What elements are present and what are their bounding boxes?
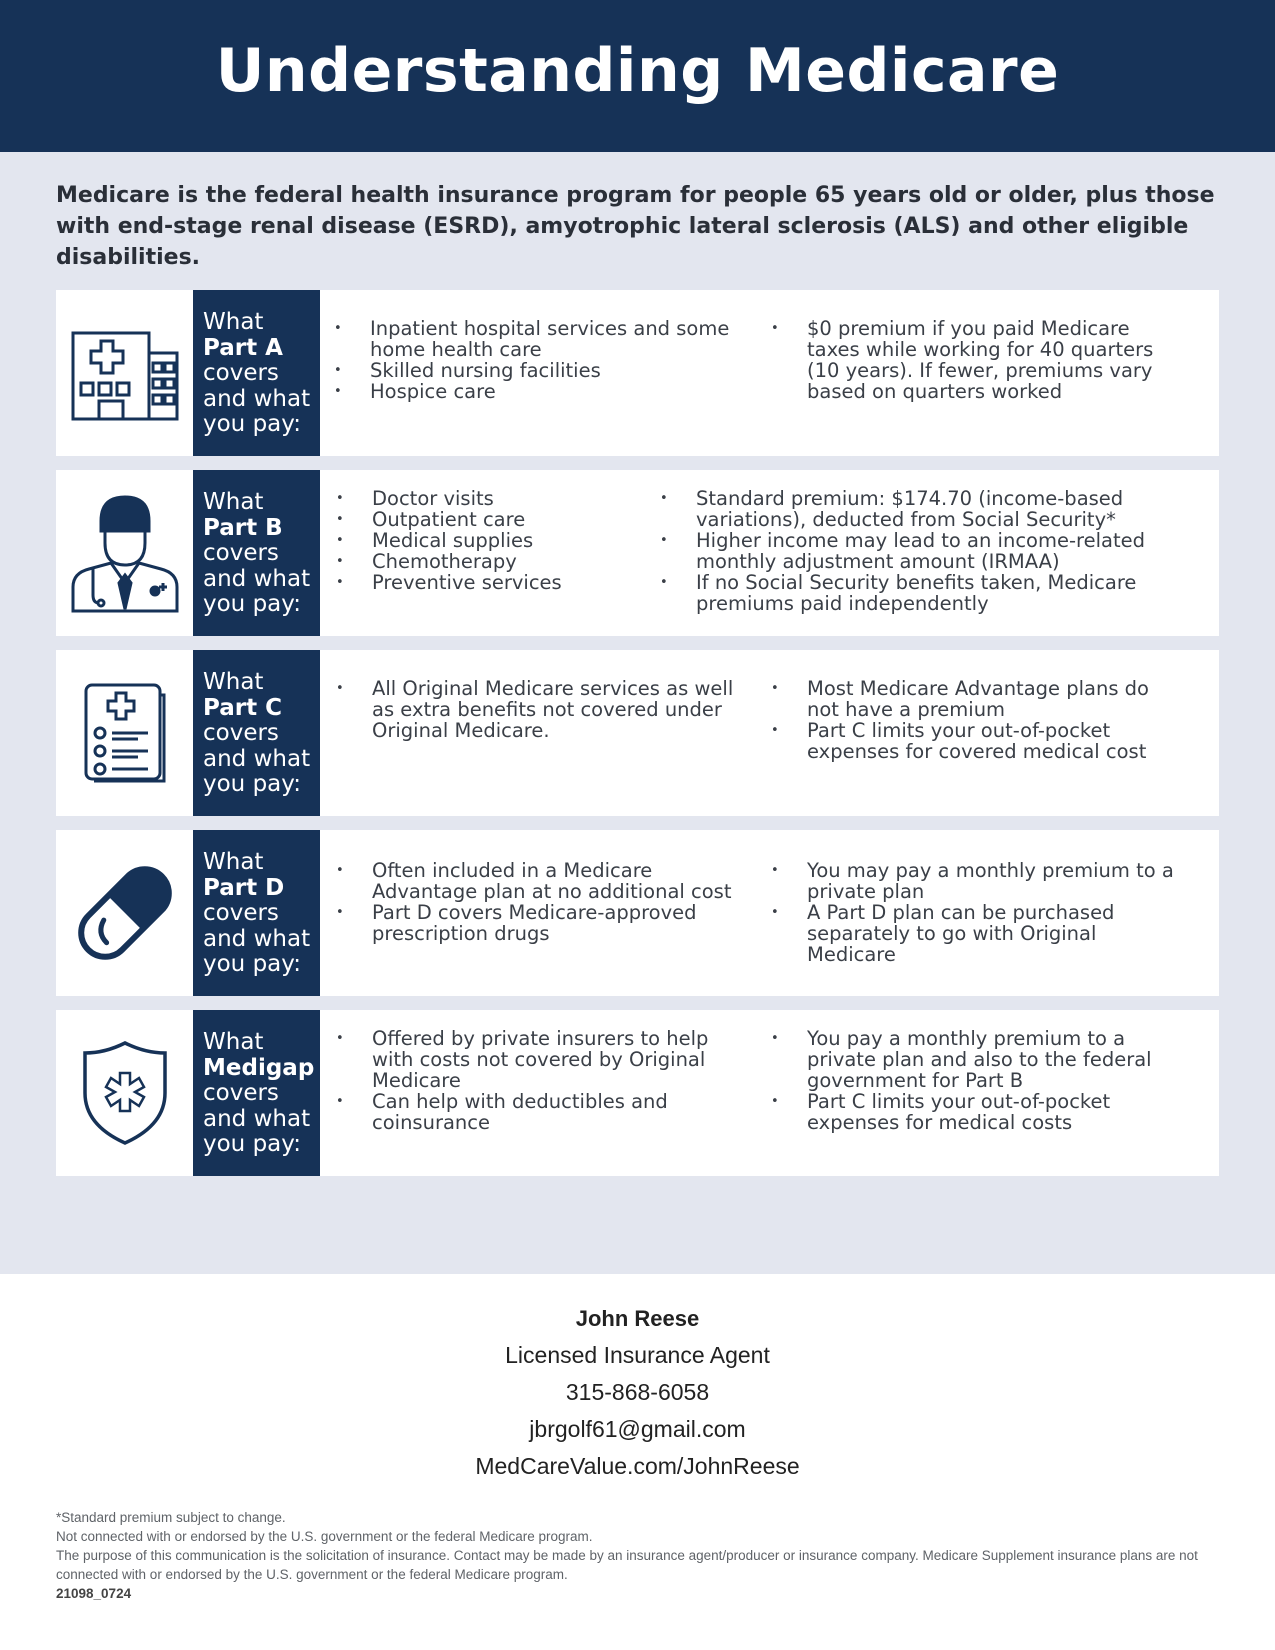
medigap-covers [320, 1010, 771, 1176]
part-d-label: What Part D covers and what you pay: [193, 830, 320, 996]
list-item: • Can help with deductibles and coinsurance [336, 1091, 751, 1133]
intro-text: Medicare is the federal health insurance program for people 65 years old or older, plus those with end-stage renal disease (ESRD), amyotrophic lateral sclerosis (ALS) and other eligible disabilities. [56, 183, 1215, 270]
agent-contact [0, 1300, 1275, 1485]
list-item: • Part D covers Medicare-approved prescription drugs [336, 902, 751, 944]
agent-website[interactable]: MedCareValue.com/JohnReese [475, 1453, 800, 1479]
list-item: • Chemotherapy [336, 551, 660, 572]
part-d-covers [320, 830, 771, 996]
part-c-row [56, 650, 1219, 816]
part-b-row [56, 470, 1219, 636]
list-item: • $0 premium if you paid Medicare taxes while working for 40 quarters (10 years). If fewer, premiums vary based on quarters worked [771, 318, 1177, 402]
medical-checklist-icon [56, 650, 193, 816]
content-panel [0, 152, 1275, 1274]
list-item: • Hospice care [334, 381, 771, 402]
list-item: • Standard premium: $174.70 (income-based variations), deducted from Social Security* [660, 488, 1191, 530]
page-title: Understanding Medicare [215, 36, 1060, 106]
part-c-pay [771, 650, 1191, 816]
part-b-covers [320, 470, 660, 636]
medigap-row [56, 1010, 1219, 1176]
list-item: • Medical supplies [336, 530, 660, 551]
part-d-pay [771, 830, 1191, 996]
agent-name: John Reese [575, 1306, 700, 1331]
list-item: • A Part D plan can be purchased separately to go with Original Medicare [771, 902, 1177, 965]
list-item: • All Original Medicare services as well as extra benefits not covered under Original Medicare. [336, 678, 751, 741]
disclaimer [56, 1508, 1226, 1603]
list-item: • Inpatient hospital services and some home health care [334, 318, 771, 360]
list-item: • Most Medicare Advantage plans do not have a premium [771, 678, 1177, 720]
list-item: • Skilled nursing facilities [334, 360, 771, 381]
list-item: • Part C limits your out-of-pocket expenses for medical costs [771, 1091, 1177, 1133]
footnote-premium: *Standard premium subject to change. [56, 1510, 286, 1525]
part-c-label: What Part C covers and what you pay: [193, 650, 320, 816]
part-a-row [56, 290, 1219, 456]
part-d-row [56, 830, 1219, 996]
footnote-solicitation: The purpose of this communication is the solicitation of insurance. Contact may be made by an insurance agent/producer or insurance company. Medicare Supplement insurance plans are not connected with or endorsed by the U.S. government or the federal Medicare program. [56, 1548, 1198, 1582]
part-c-covers [320, 650, 771, 816]
medigap-pay [771, 1010, 1191, 1176]
agent-title: Licensed Insurance Agent [505, 1342, 770, 1368]
list-item: • You may pay a monthly premium to a private plan [771, 860, 1177, 902]
part-a-covers [320, 290, 771, 456]
part-a-label: What Part A covers and what you pay: [193, 290, 320, 456]
list-item: • Higher income may lead to an income-related monthly adjustment amount (IRMAA) [660, 530, 1191, 572]
document-code: 21098_0724 [56, 1586, 132, 1601]
hospital-icon [56, 290, 193, 456]
part-a-pay [771, 290, 1191, 456]
doctor-icon [56, 470, 193, 636]
footnote-endorsement: Not connected with or endorsed by the U.S. government or the federal Medicare program. [56, 1529, 593, 1544]
pill-capsule-icon [56, 830, 193, 996]
list-item: • If no Social Security benefits taken, Medicare premiums paid independently [660, 572, 1191, 614]
list-item: • Often included in a Medicare Advantage plan at no additional cost [336, 860, 751, 902]
part-b-label: What Part B covers and what you pay: [193, 470, 320, 636]
list-item: • Doctor visits [336, 488, 660, 509]
page-header [0, 0, 1275, 152]
list-item: • Offered by private insurers to help with costs not covered by Original Medicare [336, 1028, 751, 1091]
list-item: • You pay a monthly premium to a private plan and also to the federal government for Part B [771, 1028, 1177, 1091]
shield-medical-icon [56, 1010, 193, 1176]
list-item: • Part C limits your out-of-pocket expenses for covered medical cost [771, 720, 1177, 762]
medigap-label: What Medigap covers and what you pay: [193, 1010, 320, 1176]
list-item: • Outpatient care [336, 509, 660, 530]
part-b-pay [660, 470, 1205, 636]
list-item: • Preventive services [336, 572, 660, 593]
agent-phone[interactable]: 315-868-6058 [565, 1379, 710, 1405]
agent-email[interactable]: jbrgolf61@gmail.com [529, 1416, 746, 1442]
